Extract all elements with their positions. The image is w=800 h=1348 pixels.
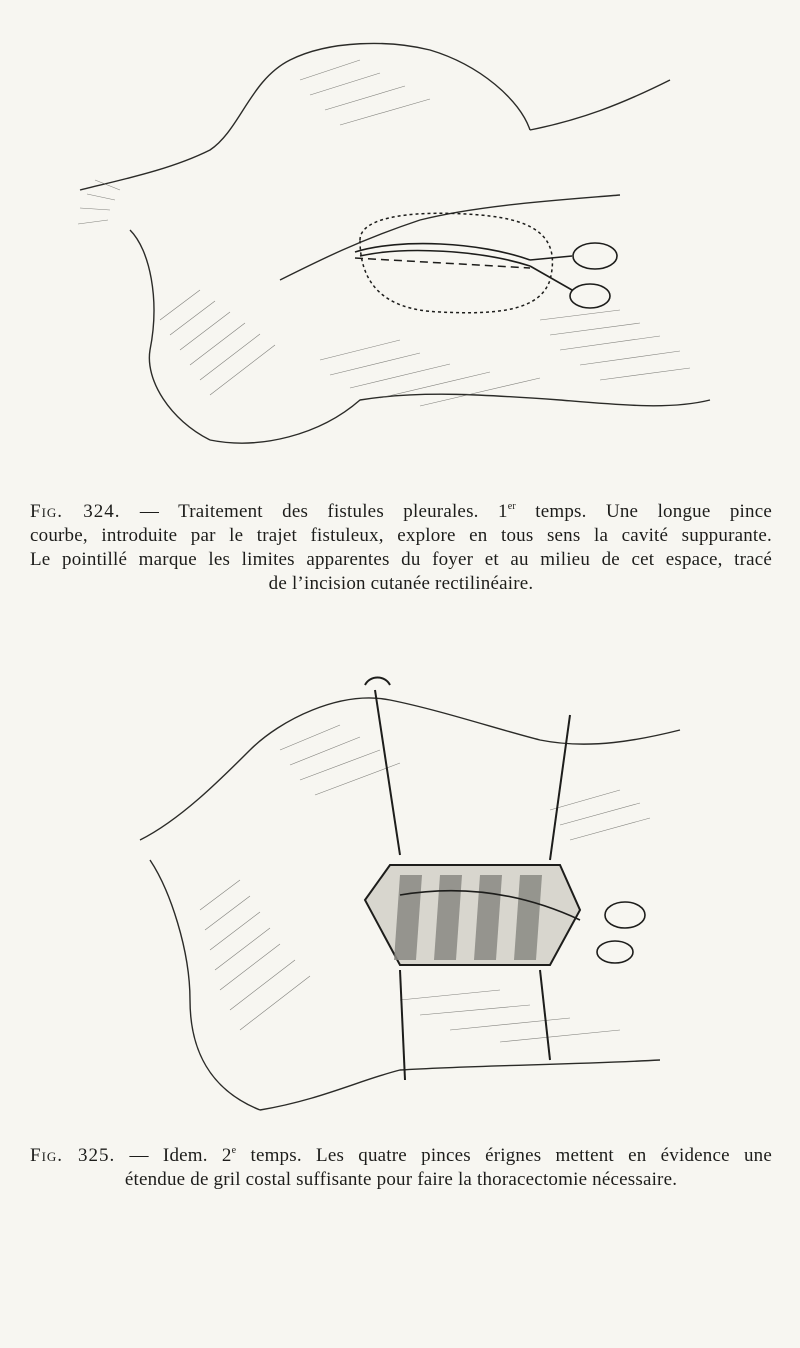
caption-text: étendue de gril costal suffisante pour faire la thoracectomie nécessaire. [124, 1169, 678, 1190]
caption-text: temps. Les quatre pinces érignes mettent en évidence une [236, 1145, 773, 1166]
incision-outline-dotted [360, 213, 552, 312]
curved-forceps-icon [355, 243, 617, 308]
arm-contour [260, 1060, 660, 1110]
figure-325-illustration [100, 670, 720, 1120]
figure-325-caption [30, 1144, 772, 1192]
caption-text: temps. Une longue pince [515, 501, 772, 522]
caption-text: courbe, introduite par le trajet fistuleux, explore en tous sens la cavité suppurante. [30, 525, 772, 546]
torso-upper-contour [530, 80, 670, 130]
caption-superscript: e [231, 1145, 237, 1156]
back-contour [280, 195, 620, 280]
figure-324-illustration [60, 20, 740, 460]
caption-superscript: er [507, 501, 516, 512]
shoulder-contour [140, 698, 680, 840]
shoulder-contour [80, 43, 530, 190]
caption-text: — Idem. 2 [129, 1145, 232, 1166]
figure-label: Fig. 324. [30, 501, 121, 522]
caption-text: — Traitement des fistules pleurales. 1 [139, 501, 508, 522]
figure-324-caption [30, 500, 772, 596]
figure-label: Fig. 325. [30, 1145, 116, 1166]
caption-text: de l’incision cutanée rectilinéaire. [268, 573, 534, 594]
axilla-contour [150, 860, 260, 1110]
caption-text: Le pointillé marque les limites apparentes du foyer et au milieu de cet espace, tracé [30, 549, 772, 570]
arm-contour [210, 394, 710, 443]
exposed-rib-window [365, 865, 580, 965]
